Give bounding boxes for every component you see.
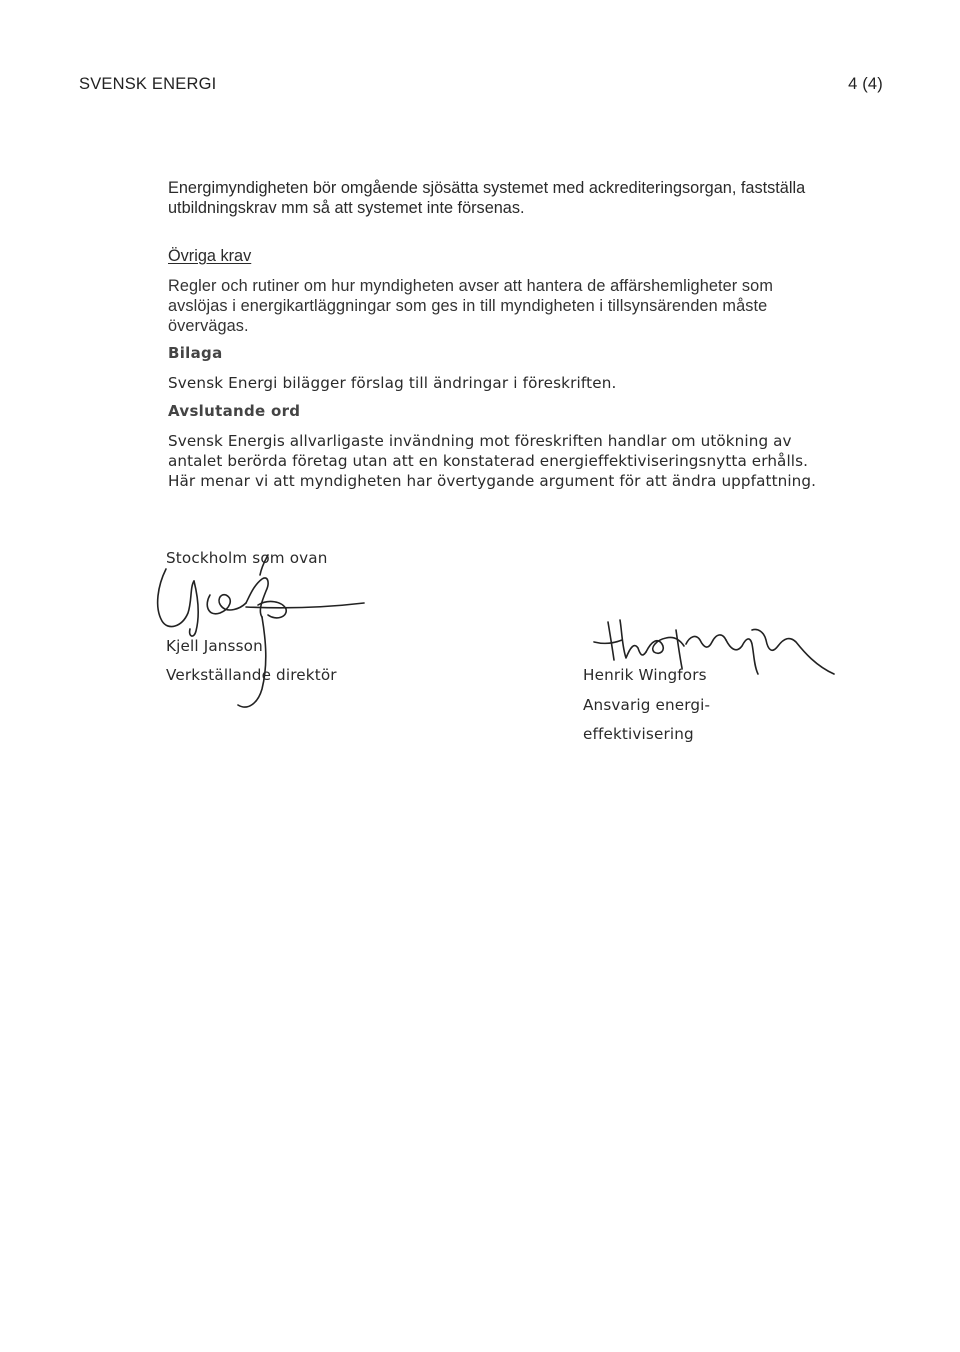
signer-1-name: Kjell Jansson	[166, 637, 263, 655]
heading-ovriga-krav: Övriga krav	[168, 247, 252, 265]
heading-bilaga: Bilaga	[168, 344, 223, 362]
paragraph-ovriga-krav: Regler och rutiner om hur myndigheten avser att hantera de affärshemligheter som avslöjas i energikartläggningar som ges in till myndigheten i tillsynsärenden måste övervägas.	[168, 277, 773, 335]
signer-2-title-line-1: Ansvarig energi-	[583, 696, 711, 714]
paragraph-bilaga: Svensk Energi bilägger förslag till ändringar i föreskriften.	[168, 374, 617, 392]
signature-place: Stockholm som ovan	[166, 549, 328, 567]
page-number: 4 (4)	[848, 75, 883, 93]
header-org-name: SVENSK ENERGI	[79, 75, 217, 93]
signer-2-name: Henrik Wingfors	[583, 666, 707, 684]
heading-avslutande-ord: Avslutande ord	[168, 402, 301, 420]
paragraph-system: Energimyndigheten bör omgående sjösätta systemet med ackrediteringsorgan, fastställa utbildningskrav mm så att systemet inte försenas.	[168, 179, 806, 217]
signature-kjell-jansson	[150, 555, 370, 715]
signer-1-title: Verkställande direktör	[166, 666, 337, 684]
paragraph-avslutande-ord: Svensk Energis allvarligaste invändning mot föreskriften handlar om utökning av antalet berörda företag utan att en konstaterad energieffektiviseringsnytta erhålls. Här menar vi att myndigheten har övertygande argument för att ändra uppfattning.	[168, 432, 817, 490]
signer-2-title-line-2: effektivisering	[583, 725, 694, 743]
